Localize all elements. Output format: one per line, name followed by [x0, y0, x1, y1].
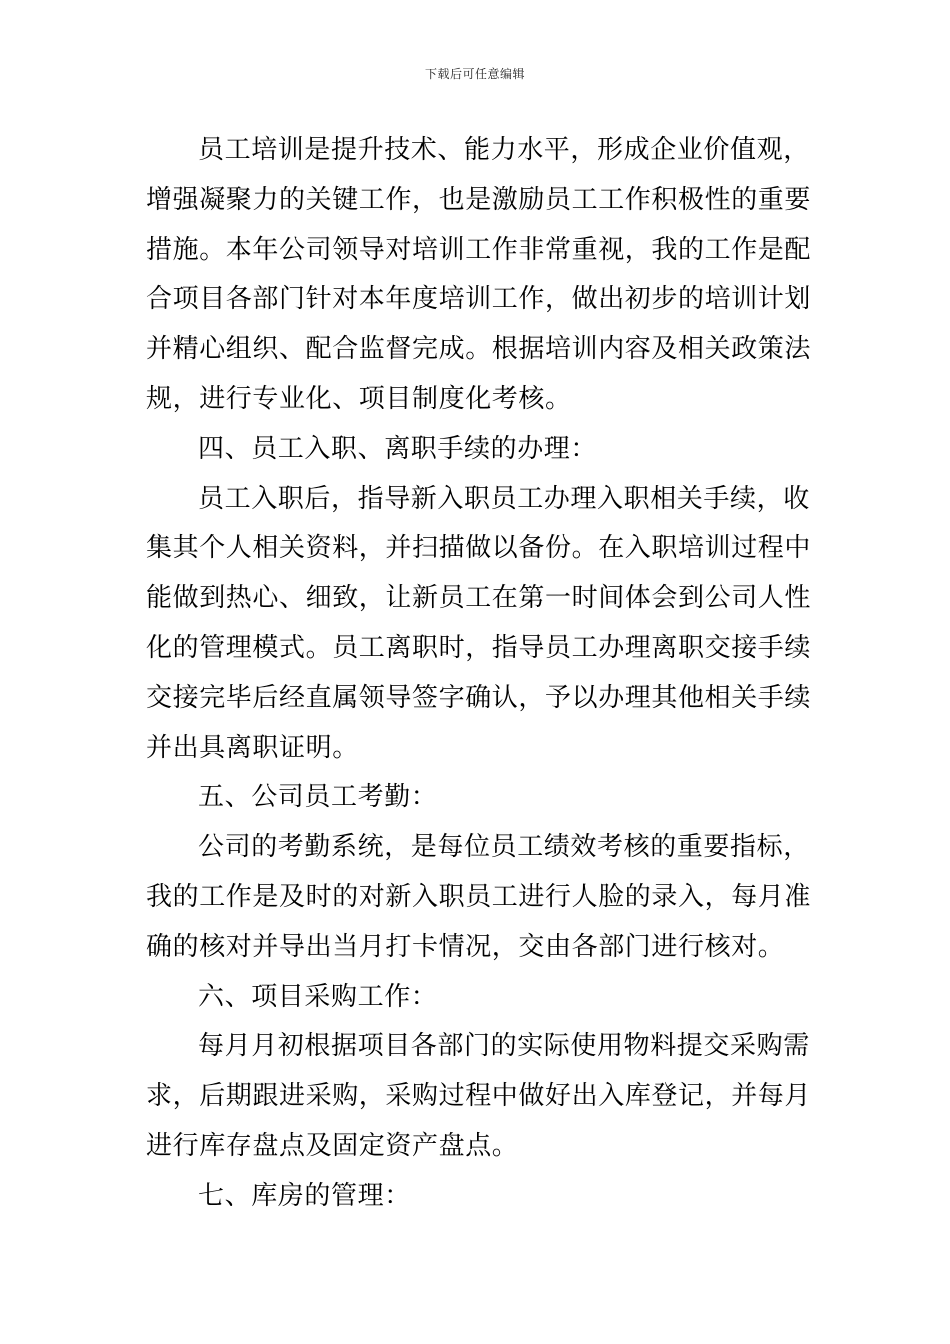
- text-line: 确的核对并导出当月打卡情况，交由各部门进行核对。: [146, 931, 785, 962]
- section-heading-attendance: 五、公司员工考勤：: [198, 782, 438, 813]
- section-heading-onboarding: 四、员工入职、离职手续的办理：: [198, 433, 598, 464]
- text-line: 交接完毕后经直属领导签字确认，予以办理其他相关手续: [146, 682, 812, 713]
- text-line: 措施。本年公司领导对培训工作非常重视，我的工作是配: [146, 234, 812, 265]
- text-line: 员工培训是提升技术、能力水平，形成企业价值观，: [198, 135, 810, 165]
- text-line: 能做到热心、细致，让新员工在第一时间体会到公司人性: [146, 583, 812, 614]
- paragraph-onboarding: [146, 475, 812, 774]
- text-line: 规，进行专业化、项目制度化考核。: [146, 383, 572, 414]
- section-heading-warehouse: 七、库房的管理：: [198, 1180, 411, 1211]
- paragraph-attendance: [146, 823, 812, 972]
- text-line: 并精心组织、配合监督完成。根据培训内容及相关政策法: [146, 334, 812, 365]
- text-line: 我的工作是及时的对新入职员工进行人脸的录入，每月准: [146, 881, 812, 912]
- text-line: 每月月初根据项目各部门的实际使用物料提交采购需: [198, 1031, 810, 1062]
- paragraph-procurement: [146, 1022, 812, 1171]
- text-line: 增强凝聚力的关键工作，也是激励员工工作积极性的重要: [146, 184, 812, 215]
- text-line: 公司的考勤系统，是每位员工绩效考核的重要指标，: [198, 832, 810, 863]
- text-line: 集其个人相关资料，并扫描做以备份。在入职培训过程中: [146, 533, 812, 564]
- page-header: 下载后可任意编辑: [424, 67, 525, 81]
- paragraph-training: [146, 126, 812, 425]
- text-line: 求，后期跟进采购，采购过程中做好出入库登记，并每月: [146, 1081, 812, 1112]
- section-heading-procurement: 六、项目采购工作：: [198, 981, 438, 1012]
- text-line: 员工入职后，指导新入职员工办理入职相关手续，收: [198, 483, 810, 514]
- text-line: 并出具离职证明。: [146, 732, 359, 763]
- text-line: 合项目各部门针对本年度培训工作，做出初步的培训计划: [146, 284, 812, 315]
- text-line: 进行库存盘点及固定资产盘点。: [146, 1130, 519, 1161]
- document-body: [146, 126, 812, 1222]
- text-line: 化的管理模式。员工离职时，指导员工办理离职交接手续: [146, 632, 812, 663]
